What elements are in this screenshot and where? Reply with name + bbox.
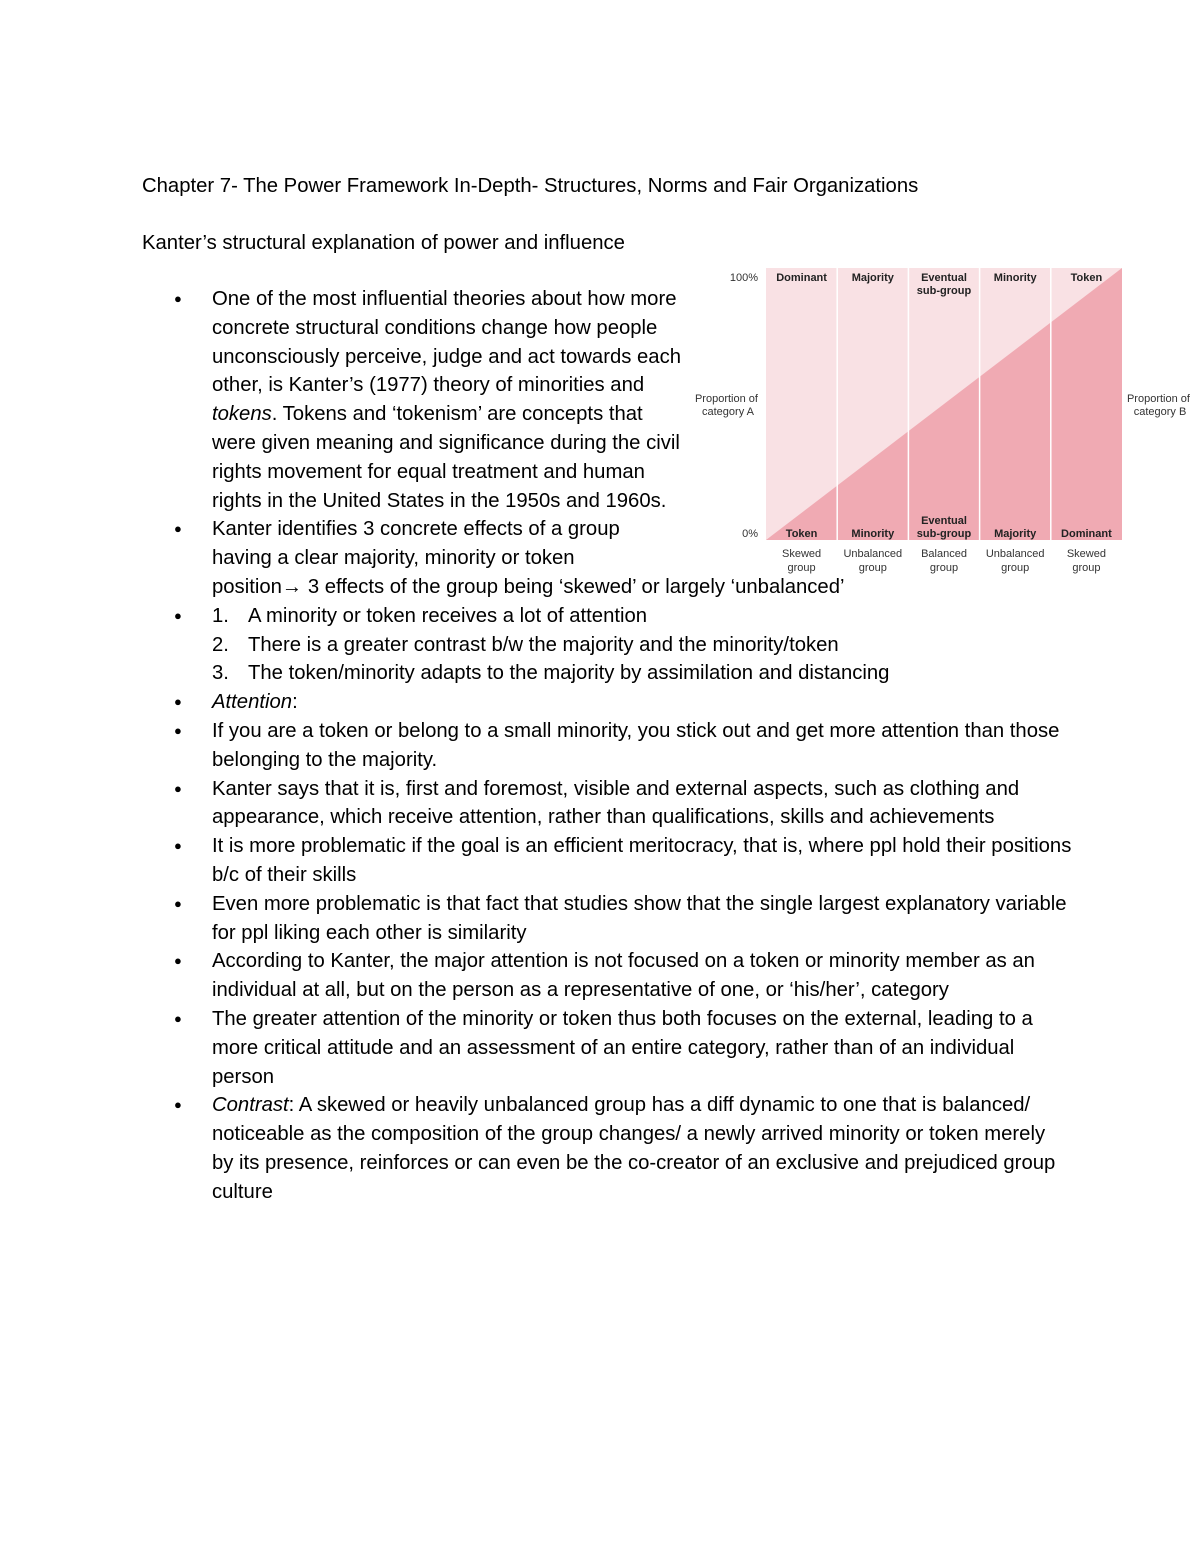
column-bottom-label-line: Majority: [994, 528, 1037, 540]
bullet-text: Kanter says that it is, first and foremost, visible and external aspects, such as clothing and appearance, which receive attention, rather than qualifications, skills and achievements: [212, 777, 1020, 829]
column-top-label-line: Minority: [993, 272, 1037, 284]
column-group-label-line: group: [1001, 562, 1030, 574]
column-group-label-line: group: [787, 562, 816, 574]
list-item: [142, 1005, 1072, 1091]
bullet-text: position→ 3 effects of the group being ‘skewed’ or largely ‘unbalanced’: [212, 575, 845, 598]
column-group-label: [782, 548, 821, 574]
column-bottom-label-line: Minority: [851, 528, 895, 540]
right-axis-label-line: category B: [1133, 406, 1187, 418]
numbered-item: [142, 602, 1072, 631]
bullet-text: : A skewed or heavily unbalanced group has a diff dynamic to one that is balanced/ noticeable as the composition of the group changes/ a newly arrived minority or token merely by its presence, reinforces or can even be the co-creator of an exclusive and prejudiced group culture: [212, 1094, 1056, 1203]
column-top-label-line: Eventual: [921, 272, 967, 284]
left-axis-label: [695, 393, 761, 418]
bullet-text: It is more problematic if the goal is an efficient meritocracy, that is, where ppl hold their positions b/c of their skills: [212, 835, 1072, 886]
column-group-label-line: Balanced: [921, 548, 967, 560]
column-bottom-label-line: Eventual: [921, 515, 967, 527]
bullet-text: :: [292, 691, 298, 714]
column-group-label-line: group: [929, 562, 959, 574]
bullet-emphasis: Contrast: [212, 1094, 289, 1117]
column-group-label: [843, 548, 902, 574]
list-item: [142, 832, 1072, 890]
y-top-label: 100%: [729, 272, 758, 284]
bullet-text: One of the most influential theories about how more concrete structural conditions change how people unconsciously perceive, judge and act towards each other, is Kanter’s (1977) theory of minorities and: [212, 288, 682, 397]
column-group-label: [986, 548, 1045, 574]
item-text: There is a greater contrast b/w the majority and the minority/token: [248, 633, 839, 656]
column-bottom-label: [851, 528, 895, 540]
column-group-label-line: Unbalanced: [843, 548, 903, 560]
column-group-label-line: group: [1072, 562, 1101, 574]
list-item: [142, 717, 1072, 775]
column-top-label-line: sub-group: [916, 285, 972, 297]
bullet-emphasis: Attention: [212, 691, 293, 714]
bullet-text: According to Kanter, the major attention is not focused on a token or minority member as an individual at all, but on the person as a representative of one, or ‘his/her’, category: [212, 950, 1035, 1002]
list-item: [142, 947, 1072, 1005]
right-axis-label-line: Proportion of: [1126, 393, 1190, 405]
numbered-item: [142, 659, 1072, 688]
item-text: The token/minority adapts to the majority by assimilation and distancing: [248, 662, 890, 685]
item-number: 2.: [212, 633, 229, 656]
page-title: Chapter 7- The Power Framework In-Depth- Structures, Norms and Fair Organizations: [142, 175, 919, 197]
y-bottom-label: 0%: [742, 528, 758, 540]
column-top-label: [776, 272, 827, 284]
column-group-label-line: Skewed: [782, 548, 822, 560]
list-item: [142, 775, 1072, 833]
list-item: [142, 1091, 1072, 1206]
column-top-label: [1071, 272, 1103, 284]
column-top-label: [852, 272, 895, 284]
list-item: [142, 890, 1072, 948]
bullet-text: Even more problematic is that fact that studies show that the single largest explanatory variable for ppl liking each other is similarity: [212, 892, 1067, 944]
column-group-label-line: Unbalanced: [985, 548, 1045, 560]
column-top-label-line: Dominant: [776, 272, 827, 284]
left-axis-label-line: category A: [702, 406, 754, 418]
bullet-text: ● Kanter identifies 3 concrete effects of a group having a clear majority, minority or token: [212, 518, 620, 570]
section-heading: Kanter’s structural explanation of power and influence: [142, 232, 625, 254]
bullet-text: The greater attention of the minority or token thus both focuses on the external, leading to a more critical attitude and an assessment of an entire category, rather than of an individual person: [212, 1007, 1033, 1088]
right-axis-label: [1127, 393, 1193, 418]
numbered-item: [142, 631, 1072, 660]
column-bottom-label-line: Token: [785, 528, 818, 540]
column-top-label-line: Majority: [851, 272, 894, 284]
list-item: [142, 688, 1072, 717]
column-group-label: [921, 548, 967, 574]
kanter-group-diagram: [690, 262, 1200, 582]
column-bottom-label-line: Dominant: [1061, 528, 1112, 540]
item-text: A minority or token receives a lot of attention: [248, 604, 648, 627]
column-bottom-label: [917, 515, 972, 540]
diagram-svg: [690, 262, 1200, 582]
numbered-sublist: [142, 602, 1072, 688]
item-number: 3.: [212, 662, 229, 685]
column-group-label-line: Skewed: [1066, 548, 1106, 560]
column-top-label-line: Token: [1070, 272, 1103, 284]
item-number: ● 1.: [212, 604, 229, 627]
column-top-label: [917, 272, 972, 297]
column-bottom-label: [1061, 528, 1112, 540]
bullet-emphasis: tokens: [212, 403, 272, 426]
column-top-label: [994, 272, 1038, 284]
column-bottom-label-line: sub-group: [916, 528, 972, 540]
bullet-text: . Tokens and ‘tokenism’ are concepts that were given meaning and significance during the civil rights movement for equal treatment and human rights in the United States in the 1950s and 1960s.: [212, 403, 680, 512]
left-axis-label-line: Proportion of: [694, 393, 758, 405]
bullet-text: If you are a token or belong to a small minority, you stick out and get more attention than those belonging to the majority.: [212, 719, 1060, 771]
column-bottom-label: [786, 528, 818, 540]
column-group-label: [1067, 548, 1106, 574]
column-bottom-label: [994, 528, 1037, 540]
column-group-label-line: group: [858, 562, 887, 574]
